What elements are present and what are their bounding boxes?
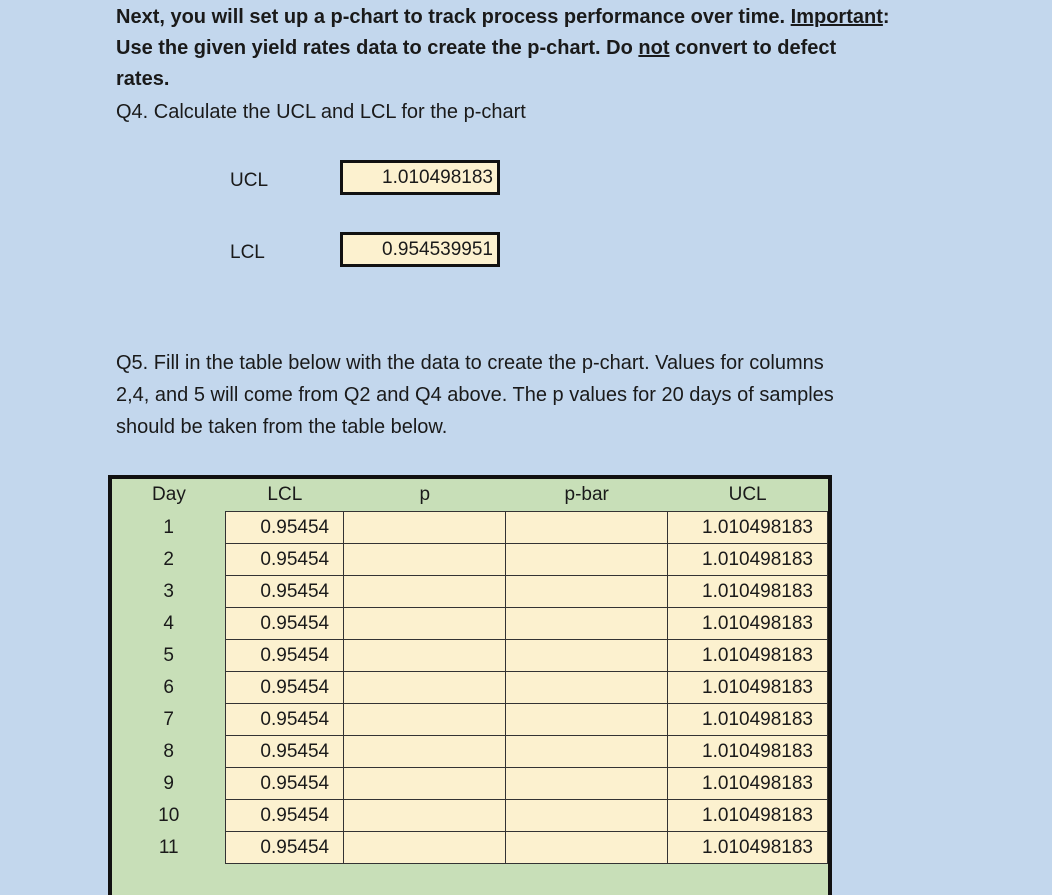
- ucl-cell[interactable]: 1.010498183: [668, 832, 828, 864]
- p-cell[interactable]: [344, 640, 506, 672]
- p-cell[interactable]: [344, 512, 506, 544]
- ucl-cell[interactable]: 1.010498183: [668, 512, 828, 544]
- table-row: [112, 608, 828, 640]
- lcl-cell[interactable]: 0.95454: [226, 768, 344, 800]
- day-cell: 7: [163, 708, 174, 730]
- ucl-cell[interactable]: 1.010498183: [668, 672, 828, 704]
- table-row: [112, 512, 828, 544]
- header-lcl: LCL: [267, 484, 303, 505]
- ucl-answer-cell[interactable]: 1.010498183: [340, 160, 500, 195]
- day-cell: 11: [158, 836, 179, 858]
- p-chart-table: [108, 475, 832, 895]
- header-pbar: p-bar: [564, 484, 609, 505]
- lcl-cell[interactable]: 0.95454: [226, 576, 344, 608]
- intro-line1: Next, you will set up a p-chart to track process performance over time.: [116, 6, 786, 28]
- pbar-cell[interactable]: [506, 704, 668, 736]
- p-cell[interactable]: [344, 704, 506, 736]
- pbar-cell[interactable]: [506, 736, 668, 768]
- p-cell[interactable]: [344, 800, 506, 832]
- q5-line1: Q5. Fill in the table below with the data to create the p-chart. Values for columns: [116, 352, 824, 374]
- pbar-cell[interactable]: [506, 832, 668, 864]
- table-row: [112, 800, 828, 832]
- q5-line2: 2,4, and 5 will come from Q2 and Q4 above. The p values for 20 days of samples: [116, 384, 834, 406]
- day-cell: 8: [163, 740, 174, 762]
- ucl-cell[interactable]: 1.010498183: [668, 640, 828, 672]
- day-cell: 2: [163, 548, 174, 570]
- intro-colon: :: [882, 6, 890, 28]
- day-cell: 5: [163, 644, 174, 666]
- p-cell[interactable]: [344, 576, 506, 608]
- header-p: p: [419, 484, 431, 505]
- day-cell: 3: [163, 580, 174, 602]
- lcl-answer-cell[interactable]: 0.954539951: [340, 232, 500, 267]
- table-row: [112, 736, 828, 768]
- q5-line3: should be taken from the table below.: [116, 416, 448, 438]
- header-day: Day: [152, 484, 186, 506]
- intro-line3: rates.: [116, 68, 170, 90]
- lcl-cell[interactable]: 0.95454: [226, 704, 344, 736]
- lcl-cell[interactable]: 0.95454: [226, 800, 344, 832]
- pbar-cell[interactable]: [506, 640, 668, 672]
- lcl-label: LCL: [230, 242, 265, 263]
- lcl-cell[interactable]: 0.95454: [226, 640, 344, 672]
- intro-line2-end: convert to defect: [675, 37, 837, 59]
- table-row: [112, 544, 828, 576]
- day-cell: 4: [163, 612, 174, 634]
- ucl-cell[interactable]: 1.010498183: [668, 608, 828, 640]
- q4-question: Q4. Calculate the UCL and LCL for the p-chart: [116, 101, 526, 123]
- header-ucl: UCL: [728, 484, 767, 505]
- table-header-row: [112, 479, 828, 512]
- lcl-cell[interactable]: 0.95454: [226, 672, 344, 704]
- p-cell[interactable]: [344, 768, 506, 800]
- table-row: [112, 640, 828, 672]
- lcl-cell[interactable]: 0.95454: [226, 736, 344, 768]
- day-cell: 6: [163, 676, 174, 698]
- lcl-cell[interactable]: 0.95454: [226, 544, 344, 576]
- table-row: [112, 832, 828, 864]
- pbar-cell[interactable]: [506, 576, 668, 608]
- ucl-cell[interactable]: 1.010498183: [668, 800, 828, 832]
- ucl-cell[interactable]: 1.010498183: [668, 768, 828, 800]
- p-cell[interactable]: [344, 544, 506, 576]
- table-row: [112, 672, 828, 704]
- table-row: [112, 576, 828, 608]
- p-cell[interactable]: [344, 832, 506, 864]
- lcl-cell[interactable]: 0.95454: [226, 608, 344, 640]
- ucl-label: UCL: [230, 170, 269, 191]
- intro-important: Important: [790, 6, 883, 28]
- day-cell: 9: [163, 772, 174, 794]
- pbar-cell[interactable]: [506, 608, 668, 640]
- ucl-cell[interactable]: 1.010498183: [668, 736, 828, 768]
- intro-line2: Use the given yield rates data to create the p-chart. Do: [116, 37, 633, 59]
- intro-paragraph: [116, 2, 996, 95]
- table-row: [112, 704, 828, 736]
- pbar-cell[interactable]: [506, 544, 668, 576]
- lcl-cell[interactable]: 0.95454: [226, 832, 344, 864]
- pbar-cell[interactable]: [506, 672, 668, 704]
- ucl-cell[interactable]: 1.010498183: [668, 544, 828, 576]
- q5-question: [116, 347, 946, 443]
- day-cell: 1: [163, 516, 174, 538]
- p-cell[interactable]: [344, 736, 506, 768]
- pbar-cell[interactable]: [506, 800, 668, 832]
- pbar-cell[interactable]: [506, 512, 668, 544]
- day-cell: 10: [158, 804, 180, 826]
- p-cell[interactable]: [344, 608, 506, 640]
- ucl-cell[interactable]: 1.010498183: [668, 576, 828, 608]
- table-row: [112, 768, 828, 800]
- lcl-cell[interactable]: 0.95454: [226, 512, 344, 544]
- ucl-cell[interactable]: 1.010498183: [668, 704, 828, 736]
- p-cell[interactable]: [344, 672, 506, 704]
- pbar-cell[interactable]: [506, 768, 668, 800]
- intro-not: not: [638, 37, 670, 59]
